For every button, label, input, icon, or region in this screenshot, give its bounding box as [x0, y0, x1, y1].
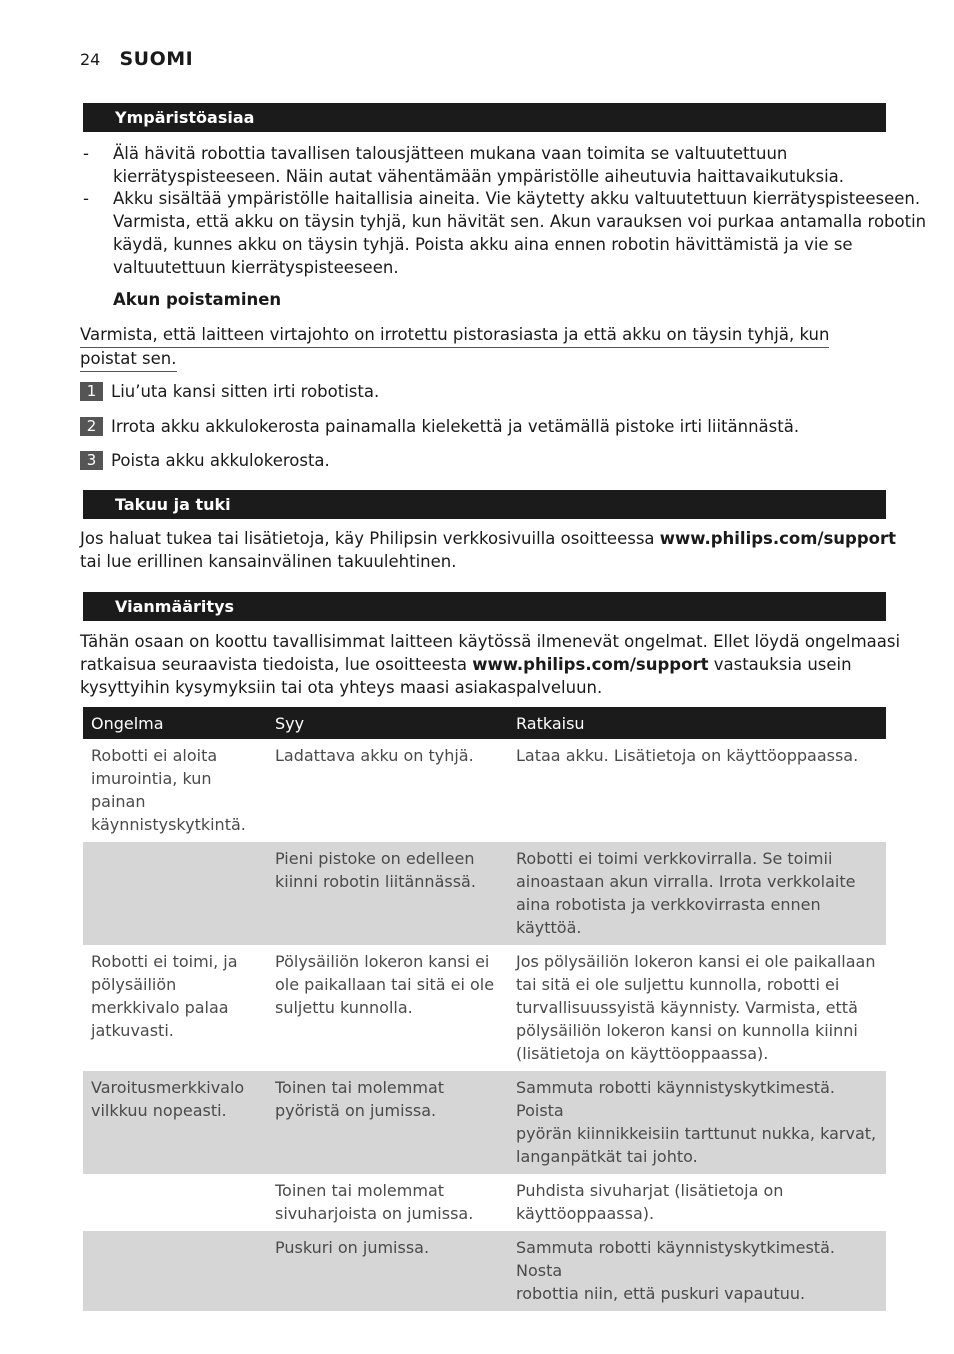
problem-cell	[83, 739, 267, 842]
troubleshooting-table	[83, 707, 886, 1311]
cell-line: Robotti ei aloita	[91, 746, 218, 765]
table-header-row	[83, 707, 886, 739]
cell-line: käynnistyskytkintä.	[91, 815, 246, 834]
page-number: 24	[80, 50, 101, 69]
cell-line: Sammuta robotti käynnistyskytkimestä. Nosta	[516, 1238, 835, 1280]
troubleshooting-intro	[80, 630, 900, 699]
cell-line: Ladattava akku on tyhjä.	[275, 746, 474, 765]
step-number: 2	[80, 417, 103, 436]
cell-line: sivuharjoista on jumissa.	[275, 1204, 474, 1223]
cell-line: jatkuvasti.	[91, 1021, 174, 1040]
cause-cell	[267, 945, 508, 1071]
cell-line: robottia niin, että puskuri vapautuu.	[516, 1284, 806, 1303]
text-line: Älä hävitä robottia tavallisen talousjätteen mukana vaan toimita se valtuutettuun	[113, 144, 788, 163]
warning-line: Varmista, että laitteen virtajohto on irrotettu pistorasiasta ja että akku on täysin tyhjä, kun	[80, 324, 829, 348]
step-3	[80, 449, 330, 470]
step-number: 1	[80, 382, 103, 401]
table-row	[83, 1174, 886, 1231]
text-line: valtuutettuun kierrätyspisteeseen.	[113, 258, 399, 277]
column-header-problem: Ongelma	[83, 707, 267, 739]
cell-line: ainoastaan akun virralla. Irrota verkkolaite	[516, 872, 856, 891]
step-1	[80, 380, 379, 401]
cell-line: painan	[91, 792, 146, 811]
bullet-dash: -	[83, 144, 89, 163]
section-title-warranty: Takuu ja tuki	[83, 490, 886, 519]
battery-removal-warning	[80, 324, 829, 372]
cause-cell	[267, 739, 508, 842]
cell-line: pyöristä on jumissa.	[275, 1101, 437, 1120]
problem-cell	[83, 1174, 267, 1231]
text-line: Tähän osaan on koottu tavallisimmat laitteen käytössä ilmenevät ongelmat. Ellet löydä ongelmaasi	[80, 632, 901, 651]
column-header-cause: Syy	[267, 707, 508, 739]
cell-line: Robotti ei toimi, ja	[91, 952, 238, 971]
table-row	[83, 1071, 886, 1174]
cell-line: pyörän kiinnikkeisiin tarttunut nukka, karvat,	[516, 1124, 877, 1143]
environment-bullet-1	[113, 142, 844, 188]
problem-cell	[83, 842, 267, 945]
cause-cell	[267, 1231, 508, 1311]
column-header-solution: Ratkaisu	[508, 707, 886, 739]
cell-line: Pieni pistoke on edelleen	[275, 849, 475, 868]
cell-line: (lisätietoja on käyttöoppaassa).	[516, 1044, 769, 1063]
cell-line: Toinen tai molemmat	[275, 1181, 445, 1200]
solution-cell	[508, 842, 886, 945]
step-number: 3	[80, 451, 103, 470]
problem-cell	[83, 1071, 267, 1174]
cell-line: ole paikallaan tai sitä ei ole	[275, 975, 495, 994]
text-line: Akku sisältää ympäristölle haitallisia aineita. Vie käytetty akku valtuutettuun kierrätyspisteeseen.	[113, 189, 921, 208]
page-language: SUOMI	[119, 48, 194, 70]
cell-line: Robotti ei toimi verkkovirralla. Se toimii	[516, 849, 833, 868]
cell-line: imurointia, kun	[91, 769, 212, 788]
solution-cell	[508, 739, 886, 842]
text-run: Jos haluat tukea tai lisätietoja, käy Philipsin verkkosivuilla osoitteessa	[80, 529, 660, 548]
cell-line: Jos pölysäiliön lokeron kansi ei ole paikallaan	[516, 952, 876, 971]
text-line: kierrätyspisteeseen. Näin autat vähentämään ympäristölle aiheutuvia haittavaikutuksia.	[113, 167, 845, 186]
cell-line: käyttöä.	[516, 918, 582, 937]
cell-line: käyttöoppaassa).	[516, 1204, 655, 1223]
text-run: vastauksia usein	[708, 655, 852, 674]
cell-line: turvallisuussyistä käynnisty. Varmista, että	[516, 998, 858, 1017]
cell-line: Sammuta robotti käynnistyskytkimestä. Poista	[516, 1078, 835, 1120]
cell-line: Toinen tai molemmat	[275, 1078, 445, 1097]
solution-cell	[508, 945, 886, 1071]
table-row	[83, 1231, 886, 1311]
support-link[interactable]: www.philips.com/support	[659, 529, 897, 548]
cell-line: Varoitusmerkkivalo	[91, 1078, 245, 1097]
cell-line: Puhdista sivuharjat (lisätietoja on	[516, 1181, 784, 1200]
text-line: kysyttyihin kysymyksiin tai ota yhteys maasi asiakaspalveluun.	[80, 678, 603, 697]
step-text: Poista akku akkulokerosta.	[111, 451, 330, 470]
cell-line: Lataa akku. Lisätietoja on käyttöoppaassa.	[516, 746, 859, 765]
table-row	[83, 739, 886, 842]
cell-line: pölysäiliön lokeron kansi on kunnolla kiinni	[516, 1021, 858, 1040]
section-title-troubleshooting: Vianmääritys	[83, 592, 886, 621]
text-line: käydä, kunnes akku on täysin tyhjä. Poista akku aina ennen robotin hävittämistä ja vie se	[113, 235, 853, 254]
cause-cell	[267, 1071, 508, 1174]
step-text: Irrota akku akkulokerosta painamalla kielekettä ja vetämällä pistoke irti liitännästä.	[111, 417, 800, 436]
text-run: ratkaisua seuraavista tiedoista, lue osoitteesta	[80, 655, 473, 674]
cell-line: Puskuri on jumissa.	[275, 1238, 430, 1257]
cell-line: suljettu kunnolla.	[275, 998, 413, 1017]
bullet-dash: -	[83, 189, 89, 208]
page-header	[80, 48, 193, 74]
support-link[interactable]: www.philips.com/support	[472, 655, 709, 674]
solution-cell	[508, 1231, 886, 1311]
cell-line: tai sitä ei ole suljettu kunnolla, robotti ei	[516, 975, 840, 994]
problem-cell	[83, 1231, 267, 1311]
table-row	[83, 842, 886, 945]
cause-cell	[267, 1174, 508, 1231]
cell-line: langanpätkät tai johto.	[516, 1147, 698, 1166]
solution-cell	[508, 1174, 886, 1231]
cell-line: pölysäiliön	[91, 975, 177, 994]
step-text: Liu’uta kansi sitten irti robotista.	[111, 382, 380, 401]
step-2	[80, 415, 799, 436]
section-title-environment: Ympäristöasiaa	[83, 103, 886, 132]
table-row	[83, 945, 886, 1071]
warning-line: poistat sen.	[80, 348, 177, 372]
cell-line: Pölysäiliön lokeron kansi ei	[275, 952, 490, 971]
solution-cell	[508, 1071, 886, 1174]
cause-cell	[267, 842, 508, 945]
cell-line: kiinni robotin liitännässä.	[275, 872, 476, 891]
text-line: Varmista, että akku on täysin tyhjä, kun hävität sen. Akun varauksen voi purkaa antamalla robotin	[113, 212, 927, 231]
cell-line: merkkivalo palaa	[91, 998, 229, 1017]
problem-cell	[83, 945, 267, 1071]
battery-removal-heading: Akun poistaminen	[113, 290, 282, 309]
table-body	[83, 739, 886, 1311]
environment-bullet-2	[113, 187, 926, 279]
cell-line: vilkkuu nopeasti.	[91, 1101, 227, 1120]
warranty-text	[80, 527, 896, 573]
text-line: tai lue erillinen kansainvälinen takuulehtinen.	[80, 552, 457, 571]
cell-line: aina robotista ja verkkovirrasta ennen	[516, 895, 821, 914]
